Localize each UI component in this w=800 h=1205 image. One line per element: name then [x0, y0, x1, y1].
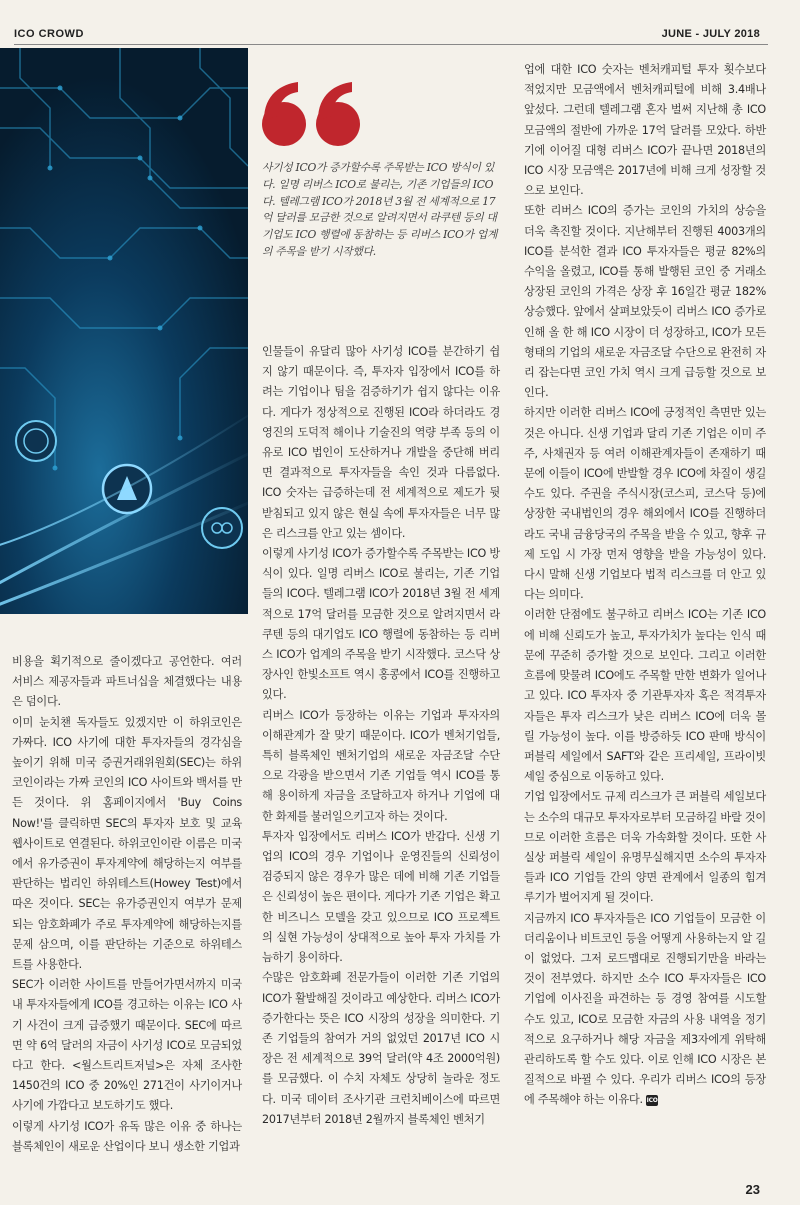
coin-icon-left: [16, 421, 56, 461]
paragraph: 업에 대한 ICO 숫자는 벤처캐피털 투자 횟수보다 적었지만 모금액에서 벤처캐피털에 비해 3.4배나 앞섰다. 그런데 텔레그램 혼자 벌써 지난해 총 ICO 모금액의 절반에 가까운 17억 달러를 모았다. 하반기에 이어질 대형 리버스 ICO가 끝나면 2018년의 ICO 시장 모금액은 2017년에 비해 크게 성장할 것으로 보인다.: [524, 63, 766, 198]
paragraph: 기업 입장에서도 규제 리스크가 큰 퍼블릭 세일보다는 소수의 대규모 투자자로부터 모금하길 바랄 것이므로 이러한 흐름은 더욱 가속화할 것이다. 또한 사실상 퍼블릭 세일이 유명무실해지면 소수의 투자자들과 ICO 기업들 간의 양면 관계에서 일종의 힘겨루기가 벌어지게 될 것이다.: [524, 790, 766, 905]
paragraph: 비용을 획기적으로 줄이겠다고 공언한다. 여러 서비스 제공자들과 파트너십을 체결했다는 내용은 덤이다.: [12, 655, 242, 709]
article-column-1: [12, 652, 242, 1157]
paragraph: 하지만 이러한 리버스 ICO에 긍정적인 측면만 있는 것은 아니다. 신생 기업과 달리 기존 기업은 이미 주주, 사채권자 등 여러 이해관계자들이 존재하기 때문에 이들이 ICO에 반발할 경우 ICO에 차질이 생길 수도 있다. 주권을 주식시장(코스피, 코스닥 등)에 상장한 국내법인의 경우 해외에서 ICO를 진행하더라도 국내 금융당국의 주목을 받을 수 있고, 향후 규제 도입 시 가장 먼저 영향을 받을 가능성이 있다. 다시 말해 신생 기업보다 법적 리스크를 더 안고 있다는 의미다.: [524, 406, 766, 602]
ico-end-mark-icon: ICO: [646, 1096, 658, 1104]
paragraph: 이미 눈치챈 독자들도 있겠지만 이 하위코인은 가짜다. ICO 사기에 대한 투자자들의 경각심을 높이기 위해 미국 증권거래위원회(SEC)는 하위코인이라는 가짜 코인의 ICO 사이트와 백서를 만든 것이다. 위 홈페이지에서 'Buy Coins Now!'를 클릭하면 SEC의 투자자 보호 및 교육 웹사이트로 연결된다. 하위코인이란 이름은 미국에서 유가증권이 투자계약에 해당하는지 여부를 판단하는 법리인 하위테스트(Howey Test)에서 따온 것이다. SEC는 유가증권인지 여부가 문제되는 암호화폐가 주로 투자계약에 해당하는지를 문제 삼으며, 이를 판단하는 기준으로 하위테스트를 사용한다.: [12, 715, 242, 972]
paragraph: 이렇게 사기성 ICO가 증가할수록 주목받는 ICO 방식이 있다. 일명 리버스 ICO로 불리는, 기존 기업들의 ICO다. 텔레그램 ICO가 2018년 3월 전 세계적으로 17억 달러를 모금한 것으로 알려지면서 라쿠텐 등의 대기업도 ICO 행렬에 동참하는 등 리버스 ICO가 업계의 주목을 받기 시작했다. 코스닥 상장사인 한빛소프트 역시 홍콩에서 ICO를 진행하고 있다.: [262, 547, 500, 702]
circuit-graphic: [0, 48, 248, 614]
paragraph: 이렇게 사기성 ICO가 유독 많은 이유 중 하나는 블록체인이 새로운 산업이다 보니 생소한 기업과: [12, 1119, 242, 1153]
paragraph: 투자자 입장에서도 리버스 ICO가 반갑다. 신생 기업의 ICO의 경우 기업이나 운영진들의 신뢰성이 검증되지 않은 경우가 많은 데에 비해 기존 기업들은 신뢰성이 높은 편이다. 게다가 기존 기업은 확고한 비즈니스 모델을 갖고 있으므로 ICO 프로젝트의 실현 가능성이 상대적으로 높아 투자 가치를 가늠하기 용이하다.: [262, 829, 500, 965]
header-rule: [14, 44, 768, 45]
paragraph: SEC가 이러한 사이트를 만들어가면서까지 미국 내 투자자들에게 ICO를 경고하는 이유는 ICO 사기 사건이 크게 급증했기 때문이다. SEC에 따르면 약 6억 달러의 자금이 사기성 ICO로 모금되었다고 한다. <월스트리트저널>은 자체 조사한 1450건의 ICO 중 20%인 271건이 사기이거나 사기에 가깝다고 보도하기도 했다.: [12, 978, 242, 1113]
issue-date: JUNE - JULY 2018: [661, 28, 760, 40]
paragraph: 수많은 암호화폐 전문가들이 이러한 기존 기업의 ICO가 활발해질 것이라고 예상한다. 리버스 ICO가 증가한다는 뜻은 ICO 시장의 성장을 의미한다. 기존 기업들의 참여가 거의 없었던 2017년 ICO 시장은 전 세계적으로 39억 달러(약 4조 2000억원)를 모금했다. 이 수치 자체도 상당히 놀라운 정도다. 미국 데이터 조사기관 크런치베이스에 따르면 2017년부터 2018년 2월까지 블록체인 벤처기: [262, 971, 500, 1126]
article-column-2: [262, 342, 500, 1130]
pull-quote: 사기성 ICO가 증가할수록 주목받는 ICO 방식이 있다. 일명 리버스 ICO로 불리는, 기존 기업들의 ICO다. 텔레그램 ICO가 2018년 3월 전 세계적으로 17억 달러를 모금한 것으로 알려지면서 라쿠텐 등의 대기업도 ICO 행렬에 동참하는 등 리버스 ICO가 업계의 주목을 받기 시작했다.: [262, 161, 498, 258]
paragraph: 이러한 단점에도 불구하고 리버스 ICO는 기존 ICO에 비해 신뢰도가 높고, 투자가치가 높다는 인식 때문에 꾸준히 증가할 것으로 보인다. 그리고 이러한 흐름에 맞물려 ICO에도 주목할 만한 변화가 일어나고 있다. ICO 투자자 중 기관투자자 혹은 적격투자자들은 투자 리스크가 낮은 리버스 ICO에 더욱 몰릴 가능성이 높다. 이를 방증하듯 ICO 판매 방식이 퍼블릭 세일에서 SAFT와 같은 프리세일, 프라이빗 세일 중심으로 이동하고 있다.: [524, 608, 766, 784]
magazine-logo: ICO CROWD: [14, 28, 84, 40]
blockchain-illustration: [0, 48, 248, 614]
page-number: 23: [745, 1182, 760, 1197]
page-header: [0, 0, 800, 48]
paragraph: 리버스 ICO가 등장하는 이유는 기업과 투자자의 이해관계가 잘 맞기 때문이다. ICO가 벤처기업들, 특히 블록체인 벤처기업의 새로운 자금조달 수단으로 각광을 받으면서 기존 기업들 역시 ICO를 통해 용이하게 자금을 조달하고자 하거나 기업에 대한 화제를 불러일으키고자 하는 것이다.: [262, 708, 500, 823]
article-column-3: [524, 60, 766, 1111]
paragraph: 또한 리버스 ICO의 증가는 코인의 가치의 상승을 더욱 촉진할 것이다. 지난해부터 진행된 4003개의 ICO를 분석한 결과 ICO 투자자들은 평균 82%의 수익을 올렸고, ICO를 통해 발행된 코인 중 거래소 상장된 코인의 가격은 상장 후 16일간 평균 182% 상승했다. 앞에서 살펴보았듯이 리버스 ICO 증가로 인해 올 한 해 ICO 시장이 더 성장하고, ICO가 모든 형태의 기업의 새로운 자금조달 수단으로 완전히 자리 잡는다면 코인 가치 역시 크게 급등할 것으로 보인다.: [524, 204, 766, 400]
paragraph: 인물들이 유달리 많아 사기성 ICO를 분간하기 쉽지 않기 때문이다. 즉, 투자자 입장에서 ICO를 하려는 기업이나 팀을 검증하기가 쉽지 않다는 이유다. 게다가 정상적으로 진행된 ICO라 하더라도 경영진의 도덕적 해이나 기술진의 역량 부족 등의 이유로 ICO 법인이 도산하거나 개발을 중단해 버리면 결과적으로 투자자들을 속인 것과 다름없다. ICO 숫자는 급증하는데 전 세계적으로 제도가 뒷받침되고 있지 않은 현실 속에 투자자들은 너무 많은 리스크를 안고 있는 셈이다.: [262, 345, 500, 540]
double-quote-icon: [258, 80, 366, 150]
paragraph: 지금까지 ICO 투자자들은 ICO 기업들이 모금한 이더리움이나 비트코인 등을 어떻게 사용하는지 알 길이 없었다. 그저 로드맵대로 진행되기만을 바라는 것이 전부였다. 하지만 소수 ICO 투자자들은 ICO 기업에 이사진을 파견하는 등 경영 참여를 시도할 수도 있고, ICO로 모금한 자금의 사용 내역을 정기적으로 요구하거나 해당 자금을 제3자에게 위탁해 관리하도록 할 수도 있다. 이로 인해 ICO 시장은 본질적으로 바뀔 수 있다. 우리가 리버스 ICO의 등장에 주목해야 하는 이유다. ICO: [524, 911, 766, 1107]
